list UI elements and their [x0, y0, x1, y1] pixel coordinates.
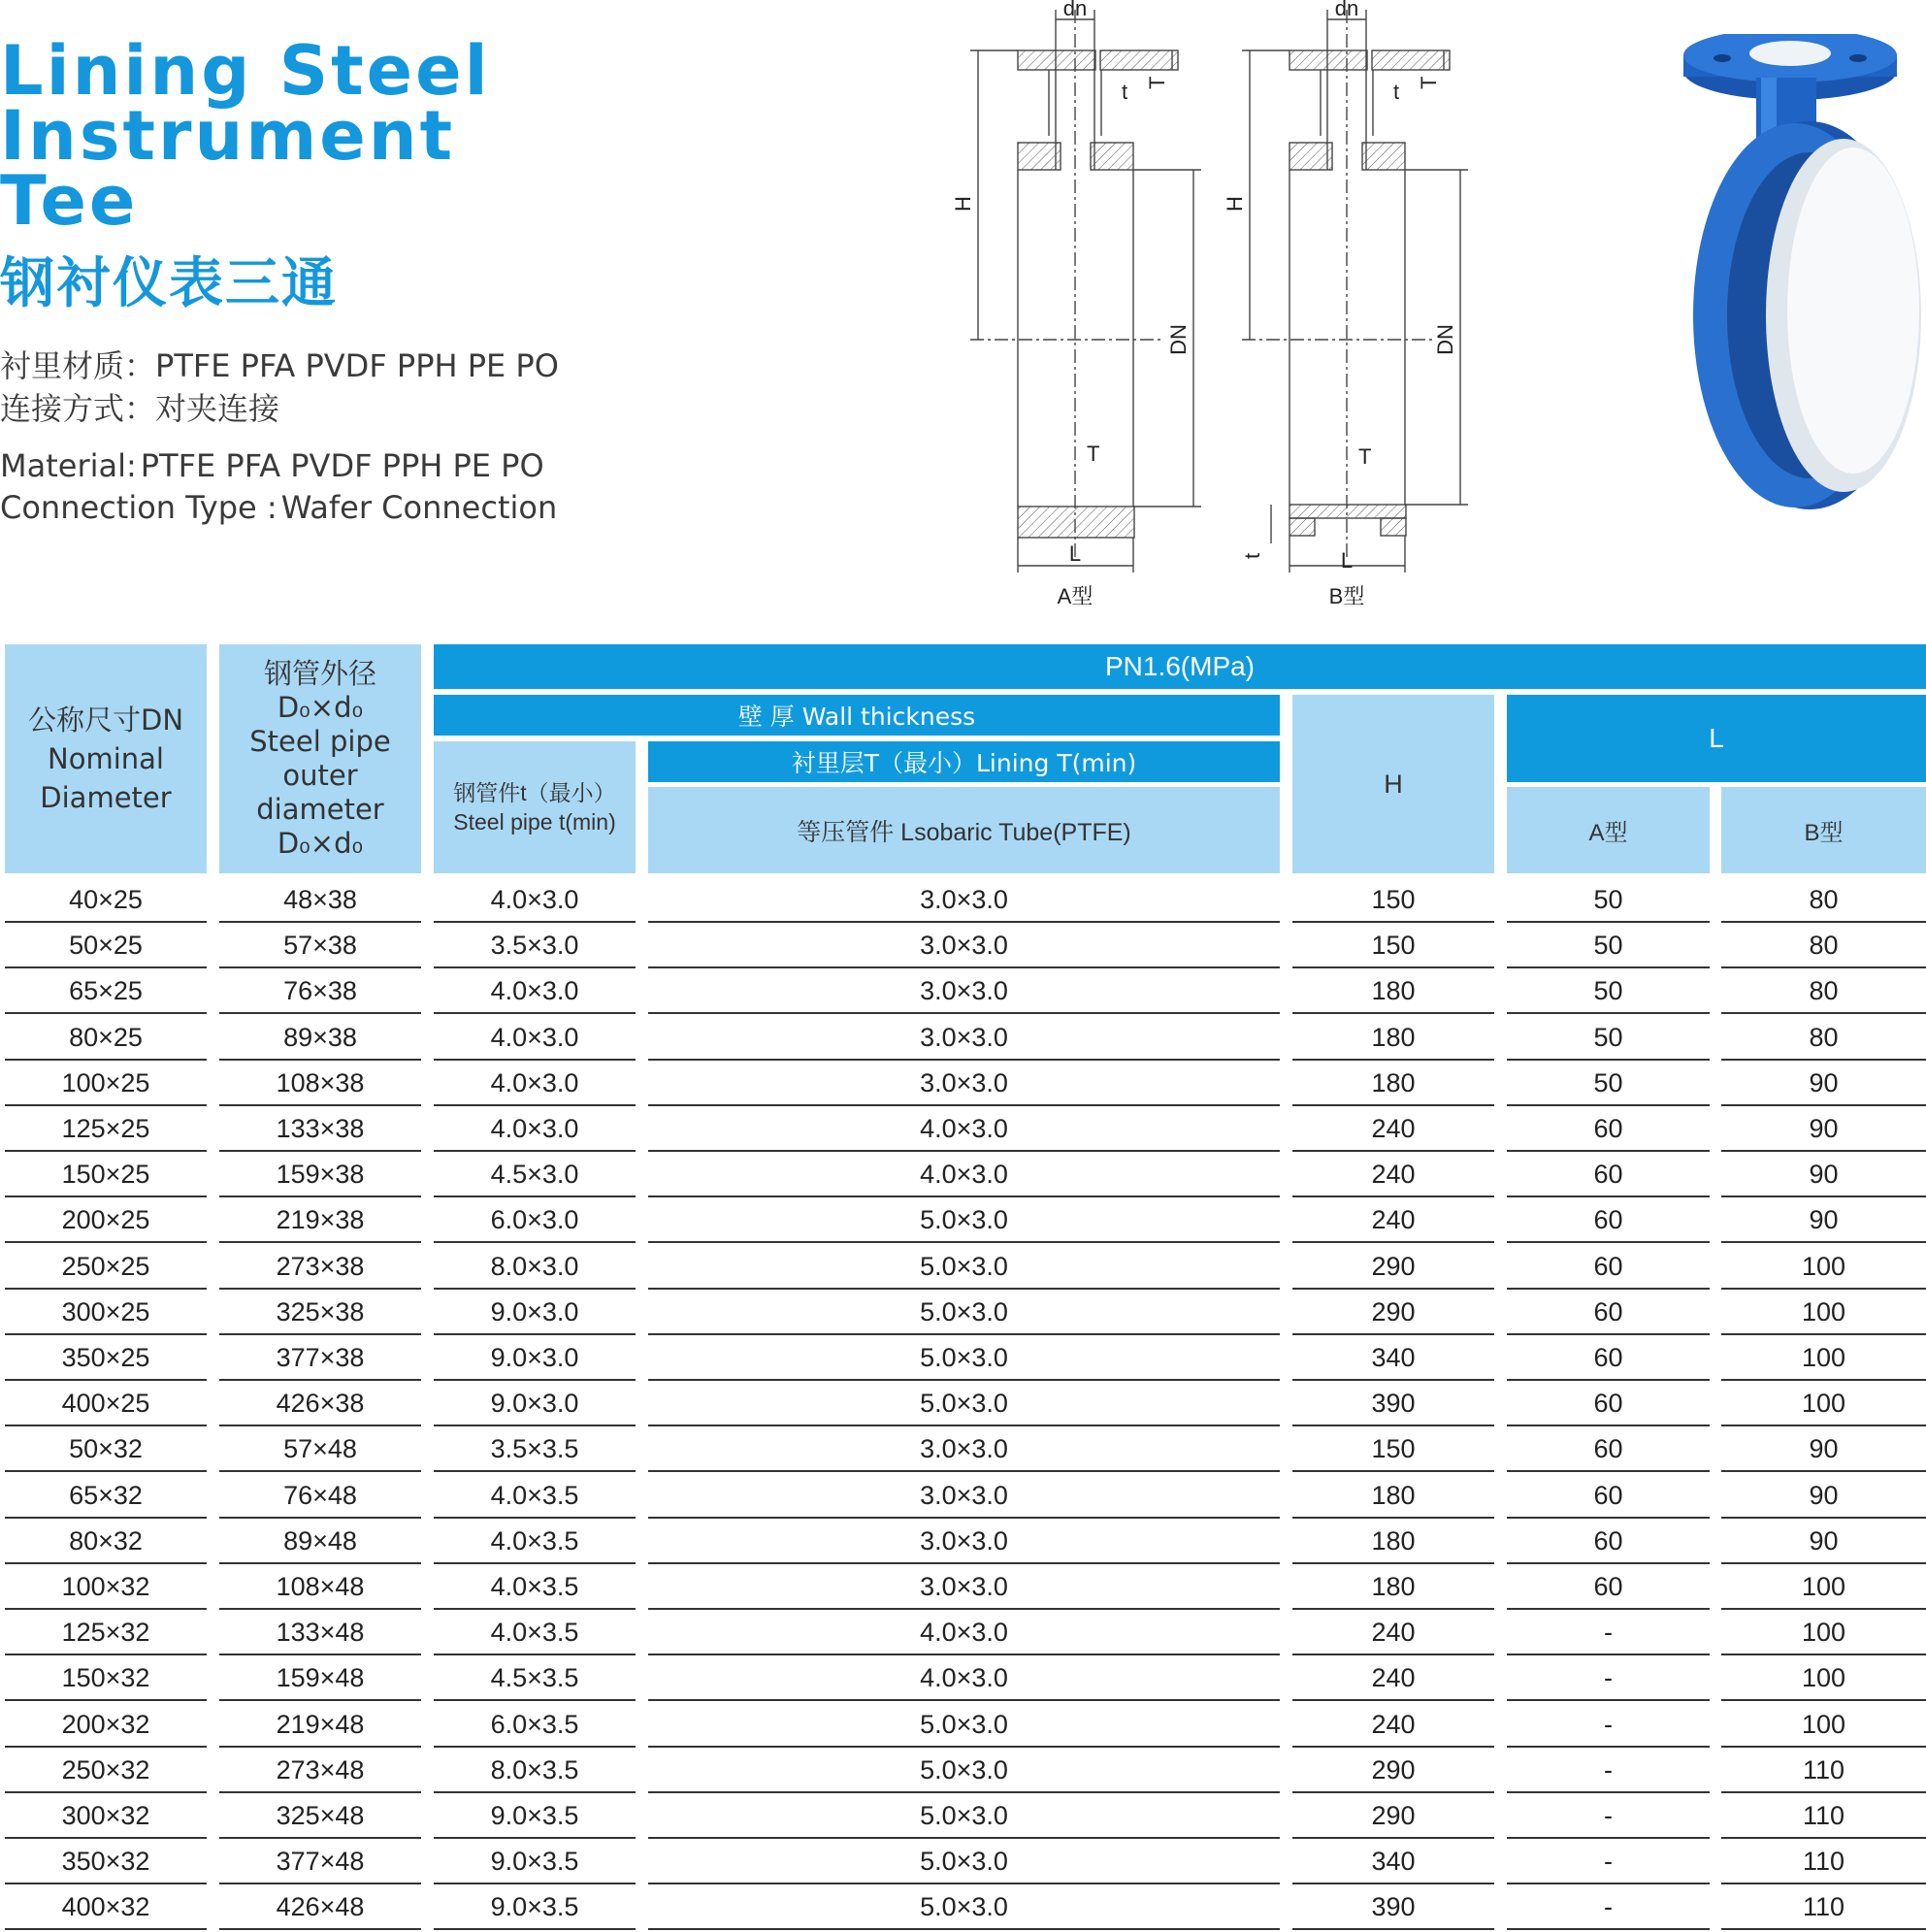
header-wall-thickness: 壁 厚 Wall thickness [434, 695, 1280, 736]
spec-material-en [0, 447, 544, 484]
table-row [0, 1198, 1926, 1244]
cell-l-a: 50 [1507, 1062, 1710, 1106]
cell-nominal: 200×25 [5, 1198, 207, 1243]
header-text: Diameter [40, 781, 172, 814]
cell-h: 240 [1292, 1703, 1494, 1748]
cell-l-a: 50 [1507, 924, 1710, 968]
table-row [0, 1427, 1926, 1473]
spec-label: 衬里材质： [0, 347, 156, 384]
spec-connection-en [0, 489, 557, 526]
dim-t2-cap-a: T [1145, 76, 1169, 89]
cell-steel-pipe: 426×38 [219, 1382, 421, 1426]
header-isobaric: 等压管件 Lsobaric Tube(PTFE) [648, 787, 1280, 873]
header-text: 公称尺寸DN [27, 704, 184, 737]
cell-lining: 5.0×3.0 [648, 1198, 1280, 1243]
cell-l-a: - [1507, 1703, 1710, 1748]
cell-lining: 3.0×3.0 [648, 1474, 1280, 1519]
cell-l-b: 90 [1721, 1107, 1926, 1152]
header-text: D₀×d₀ [277, 827, 364, 860]
cell-steel-t: 4.0×3.5 [434, 1474, 636, 1519]
cell-h: 180 [1292, 1062, 1494, 1106]
cell-steel-t: 9.0×3.0 [434, 1291, 636, 1335]
cell-h: 290 [1292, 1245, 1494, 1290]
cell-l-b: 80 [1721, 878, 1926, 923]
header-l-type-a: A型 [1507, 787, 1710, 873]
technical-drawing [931, 0, 1494, 621]
cell-nominal: 150×25 [5, 1153, 207, 1197]
cell-l-b: 110 [1721, 1794, 1926, 1839]
table-row [0, 969, 1926, 1015]
cell-l-b: 100 [1721, 1245, 1926, 1290]
cell-h: 390 [1292, 1382, 1494, 1426]
table-row [0, 1062, 1926, 1107]
cell-steel-t: 4.0×3.5 [434, 1611, 636, 1655]
cell-steel-pipe: 159×48 [219, 1656, 421, 1701]
table-row [0, 1611, 1926, 1656]
table-row [0, 1382, 1926, 1427]
cell-l-a: 50 [1507, 969, 1710, 1014]
table-row [0, 1474, 1926, 1520]
cell-lining: 5.0×3.0 [648, 1703, 1280, 1748]
header-l-type-b: B型 [1721, 787, 1926, 873]
cell-steel-t: 4.0×3.0 [434, 1107, 636, 1152]
cell-lining: 3.0×3.0 [648, 1427, 1280, 1472]
cell-l-a: 50 [1507, 1016, 1710, 1061]
table-row [0, 1885, 1926, 1931]
cell-steel-pipe: 325×48 [219, 1794, 421, 1839]
spec-label: Connection Type : [0, 489, 277, 526]
cell-lining: 5.0×3.0 [648, 1336, 1280, 1381]
cell-nominal: 100×32 [5, 1565, 207, 1610]
cell-l-b: 80 [1721, 1016, 1926, 1061]
cell-lining: 3.0×3.0 [648, 1062, 1280, 1106]
cell-steel-pipe: 108×48 [219, 1565, 421, 1610]
cell-h: 290 [1292, 1291, 1494, 1335]
spec-value: 对夹连接 [155, 390, 280, 427]
cell-nominal: 300×32 [5, 1794, 207, 1839]
cell-lining: 3.0×3.0 [648, 1565, 1280, 1610]
table-row [0, 1016, 1926, 1062]
spec-material-cn [0, 342, 559, 386]
table-row [0, 1703, 1926, 1749]
header-text: Steel pipe [249, 725, 391, 758]
cell-h: 340 [1292, 1336, 1494, 1381]
header-text: 钢管外径 [263, 657, 376, 690]
cell-h: 180 [1292, 1474, 1494, 1519]
cell-lining: 5.0×3.0 [648, 1382, 1280, 1426]
cell-l-a: 60 [1507, 1336, 1710, 1381]
cell-nominal: 125×25 [5, 1107, 207, 1152]
cell-steel-pipe: 159×38 [219, 1153, 421, 1197]
cell-nominal: 250×25 [5, 1245, 207, 1290]
cell-l-a: 60 [1507, 1291, 1710, 1335]
cell-steel-pipe: 133×38 [219, 1107, 421, 1152]
cell-lining: 5.0×3.0 [648, 1245, 1280, 1290]
table-row [0, 1565, 1926, 1611]
header-h: H [1292, 695, 1494, 873]
cell-steel-t: 4.0×3.0 [434, 878, 636, 923]
cell-h: 240 [1292, 1611, 1494, 1655]
header-text: diameter [256, 793, 384, 826]
drawing-type-a [970, 10, 1201, 573]
product-image [1649, 34, 1921, 519]
drawing-type-b [1242, 10, 1468, 573]
cell-steel-t: 4.0×3.5 [434, 1565, 636, 1610]
table-row [0, 1749, 1926, 1794]
cell-steel-t: 6.0×3.5 [434, 1703, 636, 1748]
cell-h: 180 [1292, 1565, 1494, 1610]
cell-l-a: - [1507, 1656, 1710, 1701]
cell-lining: 3.0×3.0 [648, 1520, 1280, 1564]
cell-lining: 5.0×3.0 [648, 1291, 1280, 1335]
cell-steel-t: 4.5×3.0 [434, 1153, 636, 1197]
header-steel-pipe-t [434, 741, 636, 873]
cell-l-a: 60 [1507, 1382, 1710, 1426]
table-row [0, 1153, 1926, 1198]
header-l: L [1507, 695, 1926, 782]
cell-l-b: 90 [1721, 1153, 1926, 1197]
cell-l-b: 100 [1721, 1656, 1926, 1701]
cell-l-a: 60 [1507, 1474, 1710, 1519]
cell-h: 150 [1292, 924, 1494, 968]
cell-steel-t: 9.0×3.5 [434, 1885, 636, 1930]
cell-l-b: 110 [1721, 1749, 1926, 1793]
cell-steel-pipe: 76×48 [219, 1474, 421, 1519]
spec-value: Wafer Connection [280, 489, 558, 526]
dim-h-a: H [951, 196, 975, 212]
cell-steel-t: 6.0×3.0 [434, 1198, 636, 1243]
dim-h-b: H [1223, 196, 1247, 212]
cell-l-b: 80 [1721, 924, 1926, 968]
cell-steel-pipe: 133×48 [219, 1611, 421, 1655]
cell-lining: 3.0×3.0 [648, 1016, 1280, 1061]
cell-nominal: 40×25 [5, 878, 207, 923]
dim-t2-cap-b: T [1417, 76, 1441, 89]
cell-steel-t: 4.0×3.5 [434, 1520, 636, 1564]
cell-steel-t: 9.0×3.0 [434, 1336, 636, 1381]
cell-h: 180 [1292, 1016, 1494, 1061]
cell-h: 290 [1292, 1794, 1494, 1839]
table-row [0, 1336, 1926, 1382]
cell-steel-t: 9.0×3.0 [434, 1382, 636, 1426]
cell-lining: 3.0×3.0 [648, 969, 1280, 1014]
cell-nominal: 350×32 [5, 1840, 207, 1884]
spec-value: PTFE PFA PVDF PPH PE PO [140, 447, 544, 484]
cell-nominal: 100×25 [5, 1062, 207, 1106]
cell-steel-t: 9.0×3.5 [434, 1840, 636, 1884]
table-row [0, 1107, 1926, 1153]
cell-l-a: 60 [1507, 1565, 1710, 1610]
header-text: D₀×d₀ [277, 691, 364, 724]
cell-steel-t: 8.0×3.5 [434, 1749, 636, 1793]
cell-steel-t: 4.0×3.0 [434, 969, 636, 1014]
dim-l-b: L [1340, 548, 1354, 573]
cell-steel-pipe: 273×38 [219, 1245, 421, 1290]
cell-l-b: 100 [1721, 1291, 1926, 1335]
cell-nominal: 125×32 [5, 1611, 207, 1655]
cell-l-a: 60 [1507, 1153, 1710, 1197]
table-row [0, 1794, 1926, 1840]
cell-lining: 5.0×3.0 [648, 1749, 1280, 1793]
title-line: Instrument [0, 96, 456, 176]
cell-steel-pipe: 57×38 [219, 924, 421, 968]
cell-lining: 4.0×3.0 [648, 1656, 1280, 1701]
dim-t1-cap-a: T [1087, 442, 1100, 466]
cell-nominal: 80×25 [5, 1016, 207, 1061]
cell-nominal: 250×32 [5, 1749, 207, 1793]
header-text: outer [282, 759, 358, 792]
header-pn: PN1.6(MPa) [434, 644, 1926, 689]
label-type-b: B型 [1328, 584, 1365, 608]
cell-l-a: - [1507, 1611, 1710, 1655]
cell-l-a: - [1507, 1749, 1710, 1793]
cell-nominal: 50×25 [5, 924, 207, 968]
cell-steel-pipe: 108×38 [219, 1062, 421, 1106]
table-row [0, 1840, 1926, 1885]
cell-l-b: 100 [1721, 1336, 1926, 1381]
cell-steel-pipe: 48×38 [219, 878, 421, 923]
cell-l-b: 90 [1721, 1520, 1926, 1564]
cell-steel-pipe: 377×38 [219, 1336, 421, 1381]
title-line: Lining Steel [0, 31, 491, 111]
cell-lining: 5.0×3.0 [648, 1840, 1280, 1884]
cell-steel-pipe: 89×38 [219, 1016, 421, 1061]
cell-lining: 5.0×3.0 [648, 1794, 1280, 1839]
cell-nominal: 400×25 [5, 1382, 207, 1426]
header-text: 钢管件t（最小） [453, 780, 616, 805]
header-nominal-diameter [5, 644, 207, 873]
table-row [0, 1656, 1926, 1702]
cell-steel-t: 4.5×3.5 [434, 1656, 636, 1701]
cell-l-a: - [1507, 1885, 1710, 1930]
spec-label: 连接方式： [0, 390, 156, 427]
product-illustration [1683, 34, 1921, 509]
cell-l-b: 100 [1721, 1611, 1926, 1655]
cell-l-a: 60 [1507, 1520, 1710, 1564]
cell-lining: 5.0×3.0 [648, 1885, 1280, 1930]
label-type-a: A型 [1057, 584, 1094, 608]
cell-h: 340 [1292, 1840, 1494, 1884]
cell-l-b: 90 [1721, 1062, 1926, 1106]
product-title-cn: 钢衬仪表三通 [0, 252, 338, 315]
cell-steel-t: 4.0×3.0 [434, 1016, 636, 1061]
spec-connection-cn [0, 384, 279, 429]
cell-l-a: 60 [1507, 1427, 1710, 1472]
cell-steel-t: 9.0×3.5 [434, 1794, 636, 1839]
cell-steel-pipe: 325×38 [219, 1291, 421, 1335]
dim-dn-big-a: DN [1166, 324, 1191, 355]
cell-steel-pipe: 57×48 [219, 1427, 421, 1472]
cell-h: 240 [1292, 1656, 1494, 1701]
cell-l-b: 90 [1721, 1198, 1926, 1243]
header-text: Nominal [48, 742, 164, 775]
cell-nominal: 80×32 [5, 1520, 207, 1564]
cell-l-a: 60 [1507, 1198, 1710, 1243]
dim-l-a: L [1068, 541, 1082, 566]
table-row [0, 924, 1926, 969]
cell-l-a: 60 [1507, 1245, 1710, 1290]
cell-lining: 4.0×3.0 [648, 1153, 1280, 1197]
cell-nominal: 200×32 [5, 1703, 207, 1748]
cell-nominal: 65×25 [5, 969, 207, 1014]
cell-lining: 4.0×3.0 [648, 1107, 1280, 1152]
cell-h: 180 [1292, 969, 1494, 1014]
spec-value: PTFE PFA PVDF PPH PE PO [155, 347, 559, 384]
cell-l-b: 100 [1721, 1703, 1926, 1748]
cell-steel-pipe: 89×48 [219, 1520, 421, 1564]
dim-t2-b: t [1393, 80, 1400, 104]
cell-lining: 4.0×3.0 [648, 1611, 1280, 1655]
cell-nominal: 300×25 [5, 1291, 207, 1335]
cell-nominal: 65×32 [5, 1474, 207, 1519]
cell-l-a: 60 [1507, 1107, 1710, 1152]
dim-dn-a: dn [1062, 0, 1088, 20]
cell-h: 290 [1292, 1749, 1494, 1793]
cell-h: 240 [1292, 1153, 1494, 1197]
cell-l-b: 110 [1721, 1885, 1926, 1930]
product-title-en [0, 31, 491, 241]
cell-l-a: - [1507, 1840, 1710, 1884]
cell-h: 150 [1292, 878, 1494, 923]
cell-l-b: 90 [1721, 1427, 1926, 1472]
cell-l-a: 50 [1507, 878, 1710, 923]
cell-steel-pipe: 219×48 [219, 1703, 421, 1748]
cell-steel-t: 3.5×3.5 [434, 1427, 636, 1472]
table-row [0, 1291, 1926, 1336]
table-row [0, 878, 1926, 924]
cell-steel-pipe: 273×48 [219, 1749, 421, 1793]
dim-t1-b: t [1240, 552, 1264, 559]
header-lining: 衬里层T（最小）Lining T(min) [648, 741, 1280, 782]
cell-steel-t: 8.0×3.0 [434, 1245, 636, 1290]
dim-t1-cap-b: T [1358, 444, 1372, 469]
cell-steel-t: 3.5×3.0 [434, 924, 636, 968]
cell-nominal: 50×32 [5, 1427, 207, 1472]
cell-l-b: 100 [1721, 1382, 1926, 1426]
cell-h: 180 [1292, 1520, 1494, 1564]
cell-steel-t: 4.0×3.0 [434, 1062, 636, 1106]
dim-t2-a: t [1122, 80, 1128, 104]
cell-steel-pipe: 219×38 [219, 1198, 421, 1243]
table-row [0, 1245, 1926, 1291]
cell-nominal: 350×25 [5, 1336, 207, 1381]
cell-l-b: 90 [1721, 1474, 1926, 1519]
cell-h: 240 [1292, 1198, 1494, 1243]
cell-steel-pipe: 377×48 [219, 1840, 421, 1884]
cell-steel-pipe: 426×48 [219, 1885, 421, 1930]
cell-l-b: 110 [1721, 1840, 1926, 1884]
cell-h: 390 [1292, 1885, 1494, 1930]
cell-l-b: 80 [1721, 969, 1926, 1014]
cell-l-a: - [1507, 1794, 1710, 1839]
dim-dn-b: dn [1334, 0, 1359, 20]
cell-steel-pipe: 76×38 [219, 969, 421, 1014]
cell-lining: 3.0×3.0 [648, 924, 1280, 968]
cell-lining: 3.0×3.0 [648, 878, 1280, 923]
cell-nominal: 150×32 [5, 1656, 207, 1701]
dim-dn-big-b: DN [1433, 324, 1457, 355]
header-steel-pipe-diameter [219, 644, 421, 873]
title-line: Tee [0, 161, 139, 241]
cell-h: 240 [1292, 1107, 1494, 1152]
spec-label: Material: [0, 447, 137, 484]
header-text: Steel pipe t(min) [453, 809, 616, 835]
cell-l-b: 100 [1721, 1565, 1926, 1610]
cell-nominal: 400×32 [5, 1885, 207, 1930]
cell-h: 150 [1292, 1427, 1494, 1472]
table-row [0, 1520, 1926, 1565]
